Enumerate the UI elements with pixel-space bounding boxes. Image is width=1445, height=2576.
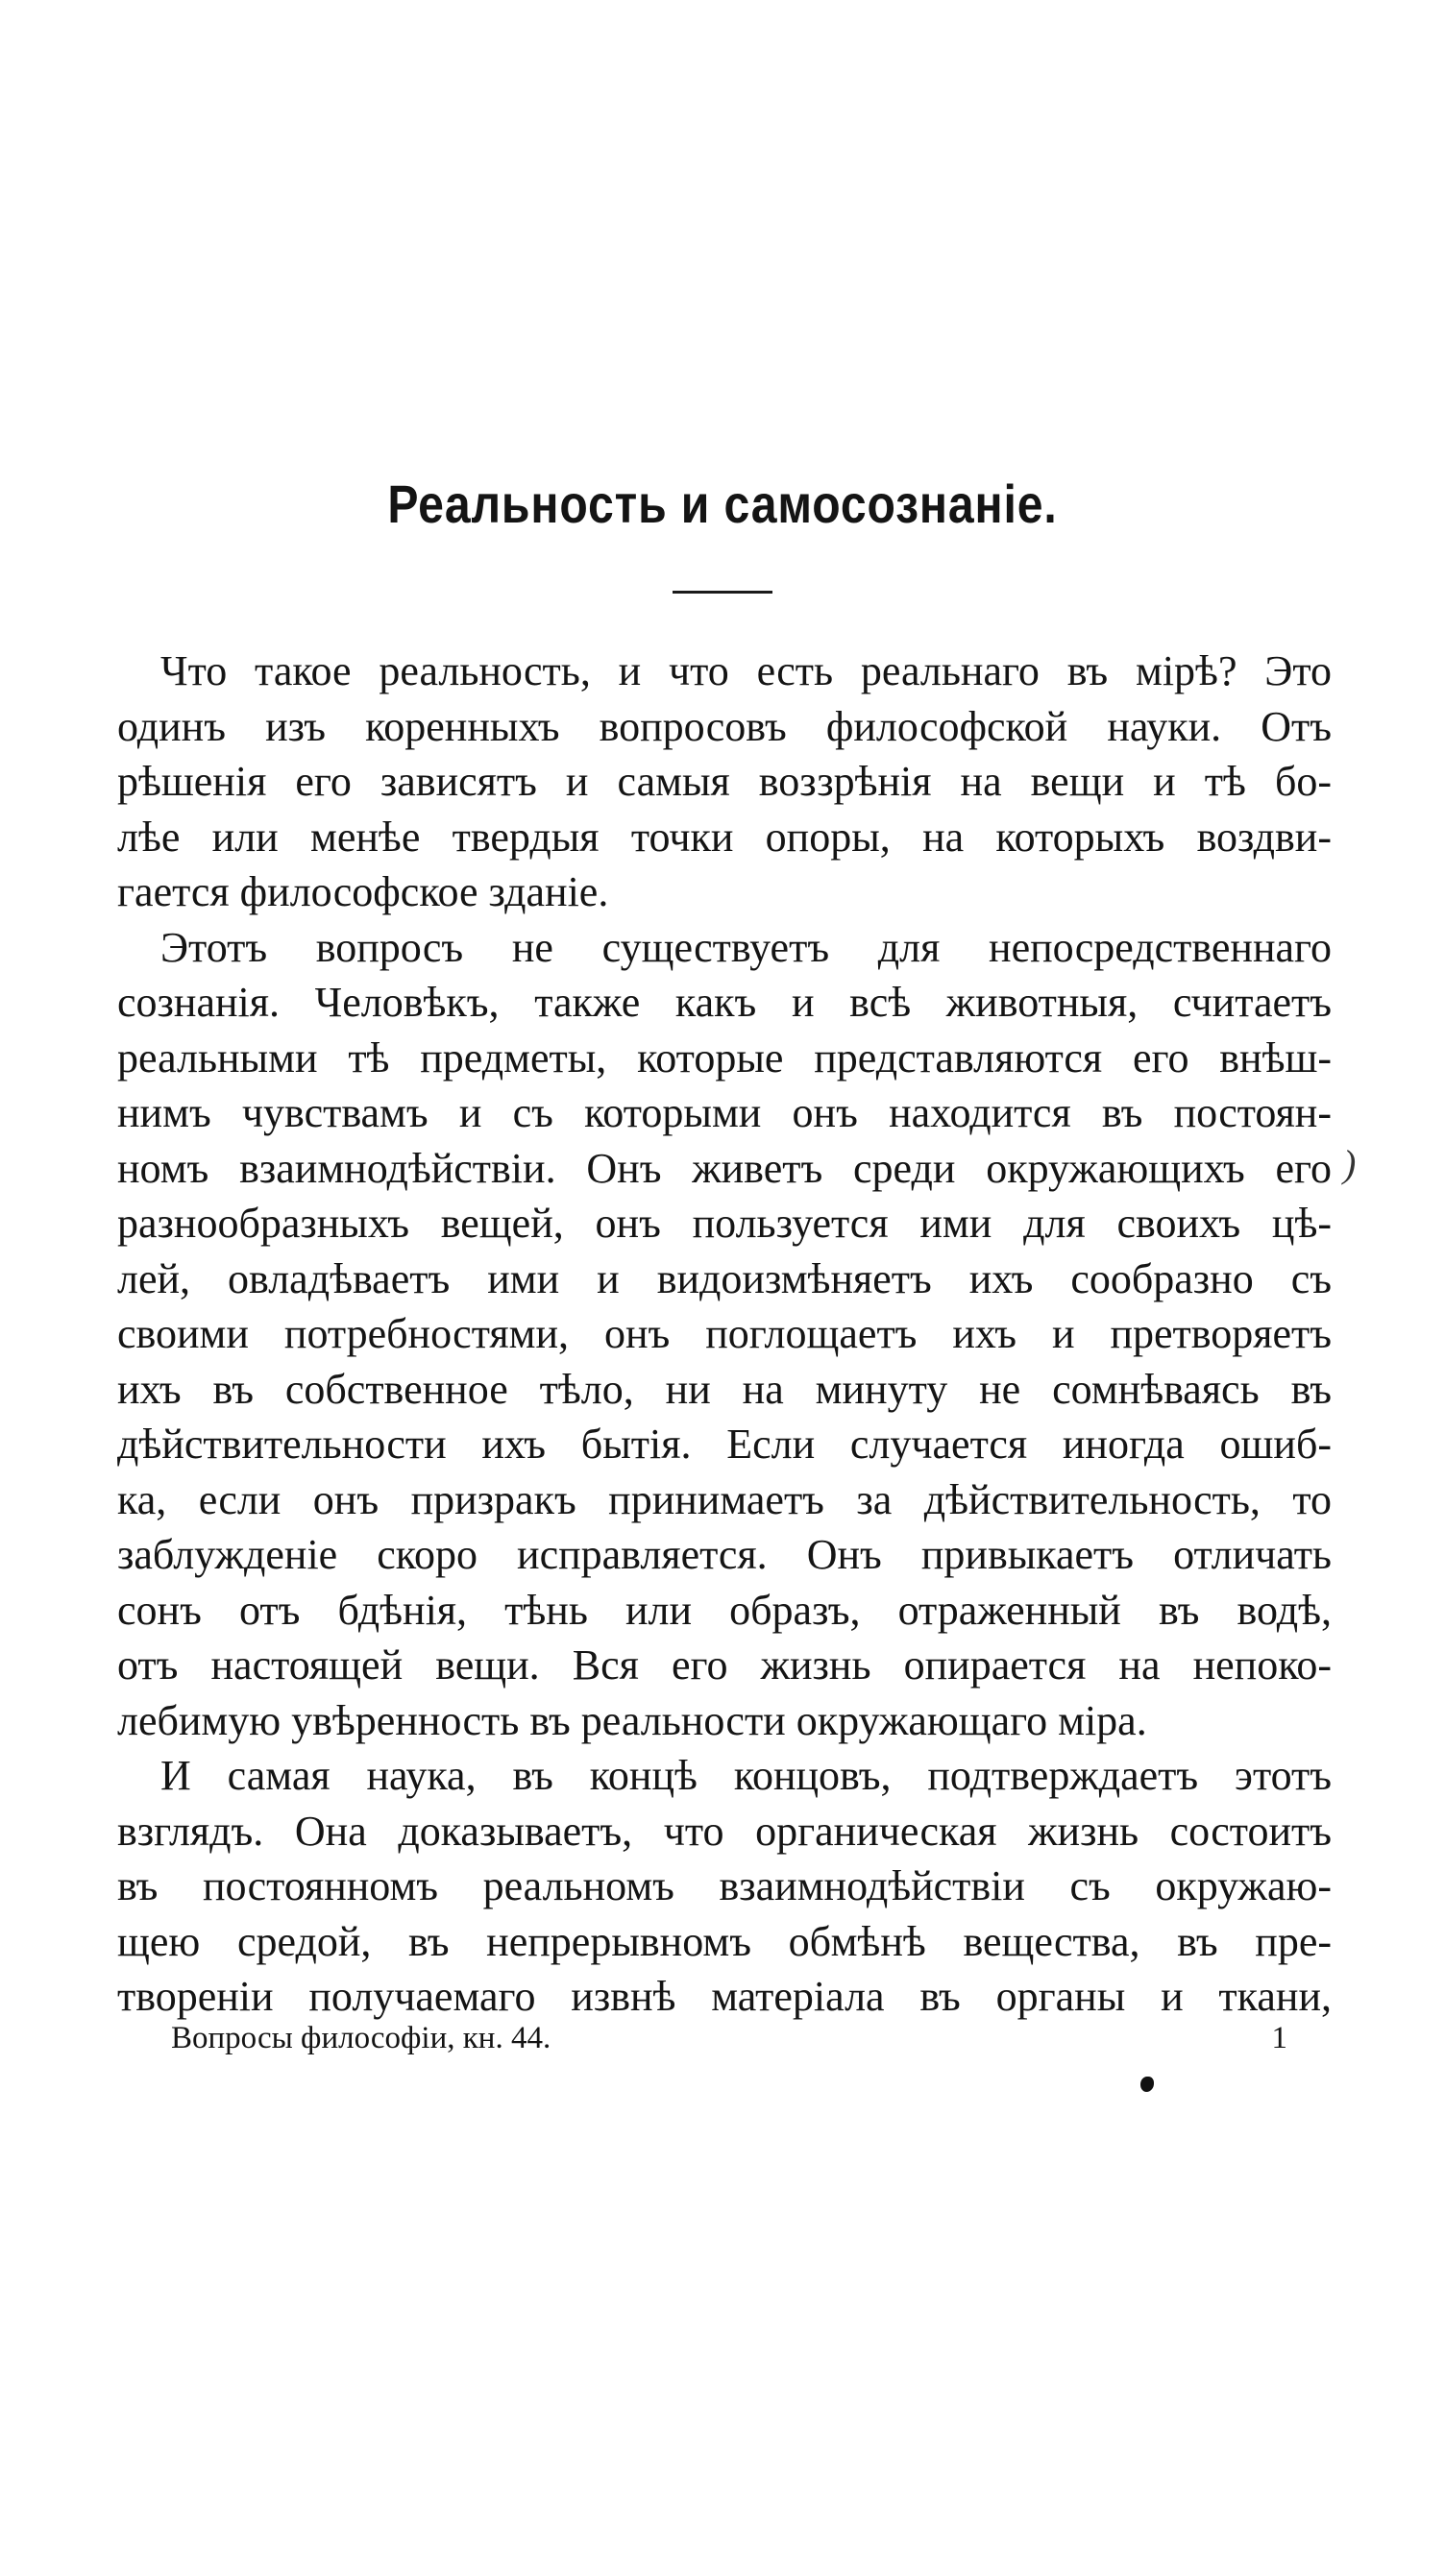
text-line: дѣйствительности ихъ бытія. Если случается иногда ошиб- <box>117 1421 1332 1468</box>
body-text <box>117 644 1332 2025</box>
text-line: Что такое реальность, и что есть реальнаго въ мірѣ? Это <box>160 647 1332 694</box>
text-line: одинъ изъ коренныхъ вопросовъ философской науки. Отъ <box>117 702 1332 750</box>
text-line: разнообразныхъ вещей, онъ пользуется ими для своихъ цѣ- <box>117 1200 1332 1247</box>
footer-source: Вопросы философіи, кн. 44. <box>171 2021 551 2055</box>
paragraph <box>117 644 1332 920</box>
text-line: ка, если онъ призракъ принимаетъ за дѣйствительность, то <box>117 1475 1332 1523</box>
text-line: въ постоянномъ реальномъ взаимнодѣйствіи съ окружаю- <box>117 1862 1332 1909</box>
text-line: лѣе или менѣе твердыя точки опоры, на которыхъ воздви- <box>117 813 1332 861</box>
title-divider <box>673 591 772 594</box>
text-line: сознанія. Человѣкъ, также какъ и всѣ животныя, считаетъ <box>117 979 1332 1026</box>
text-line: своими потребностями, онъ поглощаетъ ихъ и претворяетъ <box>117 1310 1332 1357</box>
text-line: взглядъ. Она доказываетъ, что органическая жизнь состоитъ <box>117 1807 1332 1855</box>
ink-spot <box>1140 2077 1154 2092</box>
paragraph <box>117 1748 1332 2025</box>
text-line: И самая наука, въ концѣ концовъ, подтверждаетъ этотъ <box>160 1752 1332 1799</box>
text-line: заблужденіе скоро исправляется. Онъ привыкаетъ отличать <box>117 1531 1332 1578</box>
paragraph <box>117 920 1332 1749</box>
text-line: лей, овладѣваетъ ими и видоизмѣняетъ ихъ сообразно съ <box>117 1254 1332 1302</box>
text-line: ихъ въ собственное тѣло, ни на минуту не сомнѣваясь въ <box>117 1365 1332 1413</box>
text-line: реальными тѣ предметы, которые представляются его внѣш- <box>117 1033 1332 1081</box>
text-line: нимъ чувствамъ и съ которыми онъ находится въ постоян- <box>117 1089 1332 1136</box>
text-line: гается философское зданіе. <box>117 868 609 915</box>
text-line: рѣшенія его зависятъ и самыя воззрѣнія на вещи и тѣ бо- <box>117 758 1332 805</box>
text-line: сонъ отъ бдѣнія, тѣнь или образъ, отраженный въ водѣ, <box>117 1586 1332 1634</box>
text-line: твореніи получаемаго извнѣ матеріала въ органы и ткани, <box>117 1973 1332 2020</box>
page-number: 1 <box>1271 2021 1287 2055</box>
text-line: номъ взаимнодѣйствіи. Онъ живетъ среди окружающихъ его <box>117 1144 1332 1192</box>
margin-pencil-mark: ) <box>1343 1142 1357 1185</box>
text-line: отъ настоящей вещи. Вся его жизнь опирается на непоко- <box>117 1641 1332 1689</box>
text-line: щею средой, въ непрерывномъ обмѣнѣ вещества, въ пре- <box>117 1917 1332 1965</box>
text-line: лебимую увѣренность въ реальности окружающаго міра. <box>117 1696 1147 1744</box>
page-footer <box>171 2021 1287 2069</box>
page-title: Реальность и самосознаніе. <box>387 474 1058 534</box>
text-line: Этотъ вопросъ не существуетъ для непосредственнаго <box>160 923 1332 971</box>
